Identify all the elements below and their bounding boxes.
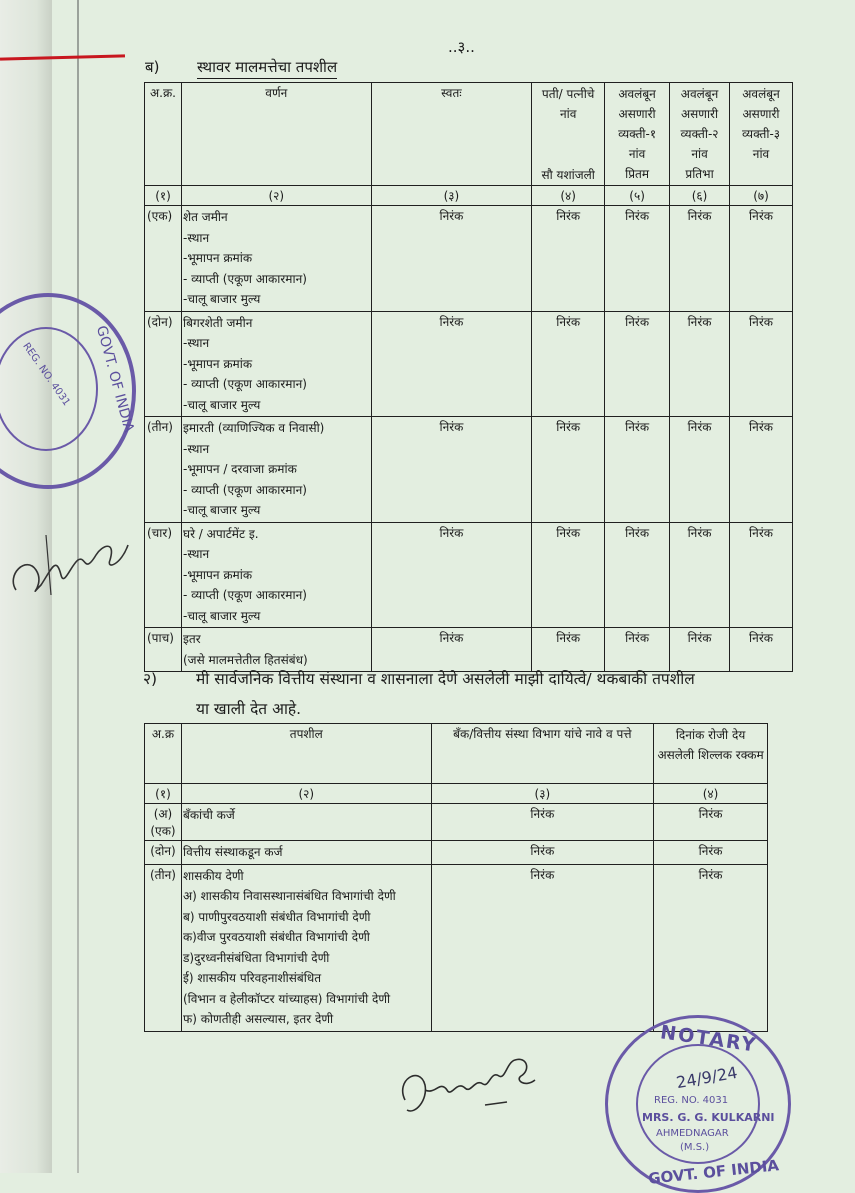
header-dependent-2 — [670, 83, 730, 186]
immovable-property-table — [144, 82, 793, 672]
details-line: ई) शासकीय परिवहनाशीसंबंधित — [182, 971, 322, 985]
row-description — [181, 311, 371, 417]
section-2-line-2: या खाली देत आहे. — [196, 700, 302, 718]
column-number-row — [145, 186, 793, 206]
page-number: ..३.. — [448, 38, 475, 56]
header-due: दिनांक रोजी देय असलेली शिल्लक रक्कम — [654, 724, 768, 784]
value-cell: निरंक — [670, 206, 730, 312]
header-dependent-1 — [605, 83, 670, 186]
description-line: शेत जमीन — [182, 210, 228, 224]
signature-left — [6, 515, 136, 605]
description-line: - व्याप्ती (एकूण आकारमान) — [182, 271, 307, 286]
signature-bottom — [395, 1040, 545, 1120]
description-line: -स्थान — [182, 336, 210, 350]
description-line: - व्याप्ती (एकूण आकारमान) — [182, 482, 307, 497]
property-row — [145, 206, 793, 312]
row-number: (अ) (एक) — [145, 804, 182, 841]
row-details — [181, 864, 431, 1031]
description-line: -स्थान — [182, 230, 210, 245]
value-cell: निरंक — [605, 522, 670, 628]
details-line: (विभान व हेलीकॉप्टर यांच्याहस) विभागांची देणी — [182, 991, 391, 1006]
header-details: तपशील — [181, 724, 431, 784]
header-dep3-label: अवलंबून असणारी व्यक्ती-३ नांव — [742, 87, 781, 161]
description-line: -चालू बाजार मुल्य — [182, 292, 261, 306]
col-number: (७) — [730, 186, 793, 206]
liability-row — [145, 841, 768, 865]
stamp-city: AHMEDNAGAR — [656, 1128, 729, 1139]
property-row — [145, 417, 793, 523]
value-cell: निरंक — [730, 628, 793, 672]
due-cell: निरंक — [654, 804, 768, 841]
liability-row — [145, 804, 768, 841]
description-line: बिगरशेती जमीन — [182, 315, 253, 330]
col-number: (२) — [181, 186, 371, 206]
value-cell: निरंक — [605, 206, 670, 312]
header-dep2-name: प्रतिभा — [685, 167, 714, 181]
description-line: -चालू बाजार मुल्य — [182, 608, 261, 623]
col-number: (३) — [371, 186, 532, 206]
description-line: -भूमापन क्रमांक — [182, 356, 253, 371]
col-number: (५) — [605, 186, 670, 206]
row-details — [181, 804, 431, 841]
details-line: शासकीय देणी — [182, 868, 244, 883]
value-cell: निरंक — [730, 311, 793, 417]
header-sr: अ.क्र. — [145, 83, 182, 186]
description-line: -भूमापन क्रमांक — [182, 251, 253, 265]
description-line: -चालू बाजार मुल्य — [182, 397, 261, 412]
row-description — [181, 417, 371, 523]
description-line: - व्याप्ती (एकूण आकारमान) — [182, 377, 307, 391]
description-line: -भूमापन / दरवाजा क्रमांक — [182, 462, 297, 476]
details-line: वित्तीय संस्थाकडून कर्ज — [182, 845, 283, 859]
value-cell: निरंक — [670, 417, 730, 523]
description-line: इतर — [182, 632, 201, 646]
header-sr: अ.क्र — [145, 724, 182, 784]
col-number: (१) — [145, 186, 182, 206]
description-line: -चालू बाजार मुल्य — [182, 503, 261, 517]
header-spouse-label: पती/ पत्नीचे नांव — [541, 87, 595, 121]
value-cell: निरंक — [371, 417, 532, 523]
value-cell: निरंक — [532, 628, 605, 672]
due-cell: निरंक — [654, 864, 768, 1031]
stamp-top-text: NOTARY — [658, 1021, 759, 1057]
value-cell: निरंक — [605, 311, 670, 417]
due-cell: निरंक — [654, 841, 768, 865]
stamp-bottom-text: GOVT. OF INDIA — [647, 1156, 780, 1188]
description-line: घरे / अपार्टमेंट इ. — [182, 526, 259, 541]
row-description — [181, 628, 371, 672]
col-number: (१) — [145, 784, 182, 804]
header-spouse-name: सौ यशांजली — [541, 168, 595, 182]
bank-cell: निरंक — [431, 864, 654, 1031]
table-header-row — [145, 83, 793, 186]
bank-cell: निरंक — [431, 804, 654, 841]
notary-stamp — [605, 1015, 791, 1193]
col-number: (४) — [654, 784, 768, 804]
value-cell: निरंक — [371, 522, 532, 628]
row-number: (तीन) — [145, 864, 182, 1031]
section-2-number: २) — [143, 670, 158, 688]
details-line: अ) शासकीय निवासस्थानासंबंधित विभागांची देणी — [182, 889, 396, 903]
value-cell: निरंक — [730, 522, 793, 628]
table-header-row — [145, 724, 768, 784]
section-b-label: ब) — [145, 58, 160, 76]
value-cell: निरंक — [532, 311, 605, 417]
description-line: - व्याप्ती (एकूण आकारमान) — [182, 588, 307, 602]
section-b-title: स्थावर मालमत्तेचा तपशील — [197, 57, 337, 79]
liability-row — [145, 864, 768, 1031]
header-description: वर्णन — [181, 83, 371, 186]
stamp-name: MRS. G. G. KULKARNI — [642, 1111, 775, 1124]
bank-cell: निरंक — [431, 841, 654, 865]
value-cell: निरंक — [532, 417, 605, 523]
value-cell: निरंक — [670, 311, 730, 417]
col-number: (२) — [181, 784, 431, 804]
property-row — [145, 628, 793, 672]
description-line: -भूमापन क्रमांक — [182, 567, 253, 582]
value-cell: निरंक — [532, 206, 605, 312]
row-description — [181, 522, 371, 628]
header-bank: बॅंक/वित्तीय संस्था विभाग यांचे नावे व पत्ते — [431, 724, 654, 784]
header-dep1-name: प्रितम — [625, 167, 650, 181]
property-row — [145, 311, 793, 417]
value-cell: निरंक — [532, 522, 605, 628]
value-cell: निरंक — [670, 628, 730, 672]
column-number-row — [145, 784, 768, 804]
section-b-heading — [145, 57, 338, 77]
details-line: ब) पाणीपुरवठयाशी संबंधीत विभागांची देणी — [182, 909, 371, 924]
details-line: क)वीज पुरवठयाशी संबंधीत विभागांची देणी — [182, 930, 370, 944]
header-dep1-label: अवलंबून असणारी व्यक्ती-१ नांव — [618, 87, 657, 161]
details-line: ड)दुरध्वनीसंबंधिता विभागांची देणी — [182, 950, 330, 965]
details-line: बॅंकांची कर्जे — [182, 808, 235, 822]
value-cell: निरंक — [730, 206, 793, 312]
value-cell: निरंक — [371, 206, 532, 312]
description-line: (जसे मालमत्तेतील हितसंबंध) — [182, 652, 308, 667]
row-number: (दोन) — [145, 311, 182, 417]
value-cell: निरंक — [605, 417, 670, 523]
stamp-date: 24/9/24 — [674, 1062, 739, 1093]
section-2-line-1: मी सार्वजनिक वित्तीय संस्थाना व शासनाला देणे असलेली माझी दायित्वे/ थकबाकी तपशील — [196, 670, 695, 688]
value-cell: निरंक — [605, 628, 670, 672]
value-cell: निरंक — [371, 628, 532, 672]
row-number: (दोन) — [145, 841, 182, 865]
liabilities-table — [144, 723, 768, 1032]
description-line: -स्थान — [182, 547, 210, 561]
row-description — [181, 206, 371, 312]
value-cell: निरंक — [730, 417, 793, 523]
header-dependent-3 — [730, 83, 793, 186]
description-line: इमारती (व्याणिज्यिक व निवासी) — [182, 421, 325, 435]
stamp-state: (M.S.) — [680, 1142, 710, 1153]
header-spouse — [532, 83, 605, 186]
notary-stamp-left: REG. NO. 4031 GOVT. OF INDIA — [0, 293, 136, 489]
row-details — [181, 841, 431, 865]
property-row — [145, 522, 793, 628]
header-dep2-label: अवलंबून असणारी व्यक्ती-२ नांव — [680, 87, 719, 161]
col-number: (४) — [532, 186, 605, 206]
row-number: (पाच) — [145, 628, 182, 672]
row-number: (चार) — [145, 522, 182, 628]
header-self: स्वतः — [371, 83, 532, 186]
col-number: (३) — [431, 784, 654, 804]
col-number: (६) — [670, 186, 730, 206]
value-cell: निरंक — [670, 522, 730, 628]
row-number: (एक) — [145, 206, 182, 312]
stamp-reg-no: REG. NO. 4031 — [654, 1095, 729, 1106]
details-line: फ) कोणतीही असल्यास, इतर देणी — [182, 1012, 334, 1026]
row-number: (तीन) — [145, 417, 182, 523]
value-cell: निरंक — [371, 311, 532, 417]
description-line: -स्थान — [182, 441, 210, 456]
